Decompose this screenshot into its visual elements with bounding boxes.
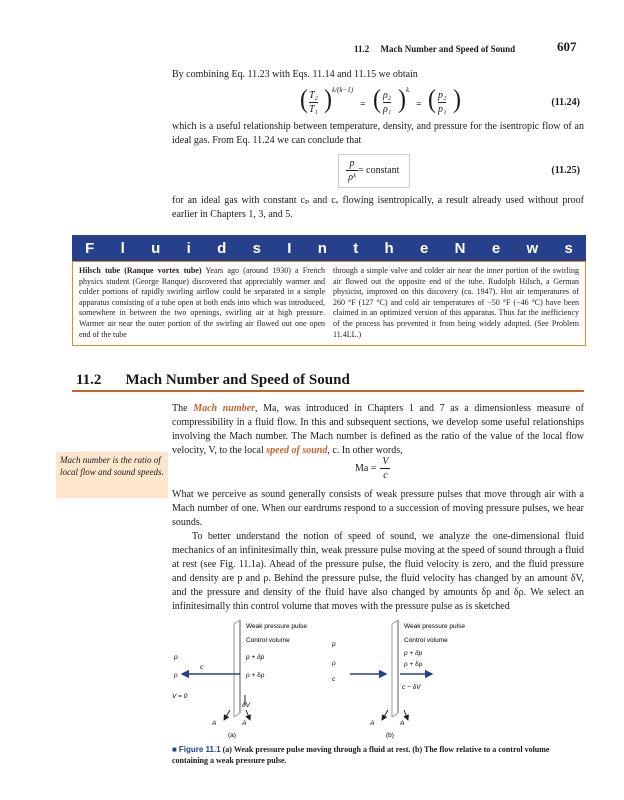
paragraph-after-11-25: for an ideal gas with constant cₚ and cᵥ flowing isentropically, a result already used without proof earlier in Chapters 1, 3, and 5. [172,195,584,220]
mach-eq-lhs: Ma = [355,463,377,474]
running-header-section: 11.2 Mach Number and Speed of Sound [354,44,516,54]
eq-p1: p₁ [438,104,447,115]
eq-rho1: ρ₁ [383,104,392,115]
paragraph-pressure-pulse: To better understand the notion of speed of sound, we analyze the one-dimensional fluid mechanics of an infinitesimally thin, weak pressure pulse moving at the speed of sound through a fluid at rest (see Fig. 11.1a). Ahead of the pressure pulse, the fluid velocity is zero, and the fluid pressure and density are p and ρ. Behind the pressure pulse, the fluid velocity has changed by an amount δV, and the pressure and density of the fluid have also changed by amounts δp and δρ. We select an infinitesimally thin control volume that moves with the pressure pulse as is sketched [172,531,584,612]
equation-number-11-25: (11.25) [551,165,580,176]
caption-text: (a) Weak pressure pulse moving through a fluid at rest. (b) The flow relative to a control volume containing a weak pressure pulse. [172,745,550,765]
news-column-2: through a simple valve and colder air near the inner portion of the swirling air flowed out the opposite end of the tube. Rudolph Hilsch, a German physicist, improved on this discovery (ca. 1947). Hot air temperatures of 260 °F (127 °C) and cold air temperatures of −50 °F (−46 °C) have been claimed in an optimized version of this apparatus. Thus far the inefficiency of the process has prevented it from being widely adopted. (See Problem 11.4LL.) [333,266,579,339]
banner-letter: N [454,239,466,257]
banner-letter: t [353,239,359,257]
fig-b-pulse: Weak pressure pulse [404,623,465,630]
fig-b-c: c [332,676,336,683]
section-number: 11.2 [76,372,102,388]
eq-equals-1: = [360,99,366,110]
section-heading [76,372,350,389]
banner-letter: h [384,239,394,257]
banner-letter: i [186,239,191,257]
fig-a-pulse: Weak pressure pulse [246,623,307,630]
banner-letter: e [420,239,429,257]
mach-eq-den: c [383,470,388,481]
keyword-speed-of-sound: speed of sound [266,445,328,456]
figure-11-1 [160,615,500,743]
paragraph-mach-definition [172,402,584,458]
para1-mid: , Ma, was introduced in Chapters 1 and 7 as a dimensionless measure of compressibility in a fluid flow. In this and subsequent sections, we develop some useful relationships involving the Mach number. The Mach number is defined as the ratio of the value of the local flow velocity, V, to the local [172,403,584,456]
eq-equals-2: = [416,99,422,110]
page-number: 607 [557,39,577,54]
fig-b-cdv: c − δV [402,684,421,691]
fig-a-c: c [200,664,204,671]
fig-a-A2: A [242,720,247,727]
eq-exp2: k [406,86,410,94]
fig-a-label: (a) [228,732,236,739]
eq-25-num: p [349,158,355,169]
fig-b-p: p [332,641,336,648]
mach-equation [355,456,390,481]
equation-11-25 [338,154,584,188]
margin-note: Mach number is the ratio of local flow and sound speeds. [56,452,168,498]
banner-letter: d [217,239,227,257]
fig-a-cv: Control volume [246,637,290,644]
fig-a-p: p [174,654,178,661]
fig-a-pdp: p + δp [246,654,265,661]
section-title: Mach Number and Speed of Sound [125,372,350,388]
section-rule [72,390,584,392]
figure-part-a [172,620,307,739]
caption-figure-label: Figure 11.1 [178,745,221,754]
keyword-mach-number: Mach number [193,403,255,414]
banner-letter: l [120,239,125,257]
fig-a-A1: A [212,720,217,727]
fig-b-rho: ρ [332,660,336,667]
fig-a-v0: V = 0 [172,693,188,700]
fluids-in-the-news-banner [72,235,586,261]
fig-b-pdp: p + δp [404,650,423,657]
banner-letter: I [287,239,292,257]
paragraph-sound-perception: What we perceive as sound generally consists of weak pressure pulses that move through air with a Mach number of one. When our eardrums respond to a succession of moving pressure pulses, we hear sounds. [172,489,584,528]
fig-b-rdr: ρ + δρ [404,661,423,668]
banner-letter: u [151,239,161,257]
news-title: Hilsch tube (Ranque vortex tube) [79,266,202,275]
fig-a-dv: δV [242,702,250,709]
equation-number-11-24: (11.24) [551,97,580,108]
eq-rho2: ρ₂ [383,90,392,101]
figure-part-b [331,620,465,739]
intro-paragraph: By combining Eq. 11.23 with Eqs. 11.14 and 11.15 we obtain [172,69,418,80]
eq-25-den: ρᵏ [348,172,356,183]
eq-25-rhs: = constant [358,165,400,176]
fig-a-rdr: ρ + δρ [246,672,265,679]
news-col1-text: Years ago (around 1930) a French physics student (George Ranque) discovered that appreciably warmer and colder portions of rapidly swirling airflow could be separated in a simple apparatus consisting of a tube open at both ends into which was introduced, somewhere in between the two openings, swirling air at high pressure. Warmer air near the outer portion of the swirling air flowed out one open end of the tube [79,266,326,339]
para1-pre: The [172,403,194,414]
equation-11-24: ( T₂ T₁ ) k/(k−1) = ( ρ₂ ρ₁ ) k = ( p₂ p₁ ) (11.24) [300,85,580,115]
news-column-1 [79,266,325,340]
fig-a-rho: ρ [174,672,178,679]
banner-letter: s [252,239,261,257]
fig-b-label: (b) [386,732,394,739]
news-box [72,261,586,346]
mach-eq-num: V [382,456,389,467]
banner-letter: e [491,239,501,257]
eq-t1: T₁ [309,104,319,115]
banner-letter: w [526,239,539,257]
eq-exp1: k/(k−1) [332,86,354,94]
banner-letter: F [85,239,95,257]
eq-t2: T₂ [309,90,319,101]
fig-b-A1: A [370,720,375,727]
banner-letter: s [564,239,573,257]
banner-letter: n [317,239,327,257]
fig-b-cv: Control volume [404,637,448,644]
paragraph-after-11-24: which is a useful relationship between temperature, density, and pressure for the isentropic flow of an ideal gas. From Eq. 11.24 we can conclude that [172,121,584,146]
fig-b-A2: A [400,720,405,727]
figure-caption: ■ Figure 11.1 (a) Weak pressure pulse moving through a fluid at rest. (b) The flow relative to a control volume containing a weak pressure pulse. [172,745,550,765]
para1-post: , c. In other words, [327,445,403,456]
eq-p2: p₂ [438,90,447,101]
